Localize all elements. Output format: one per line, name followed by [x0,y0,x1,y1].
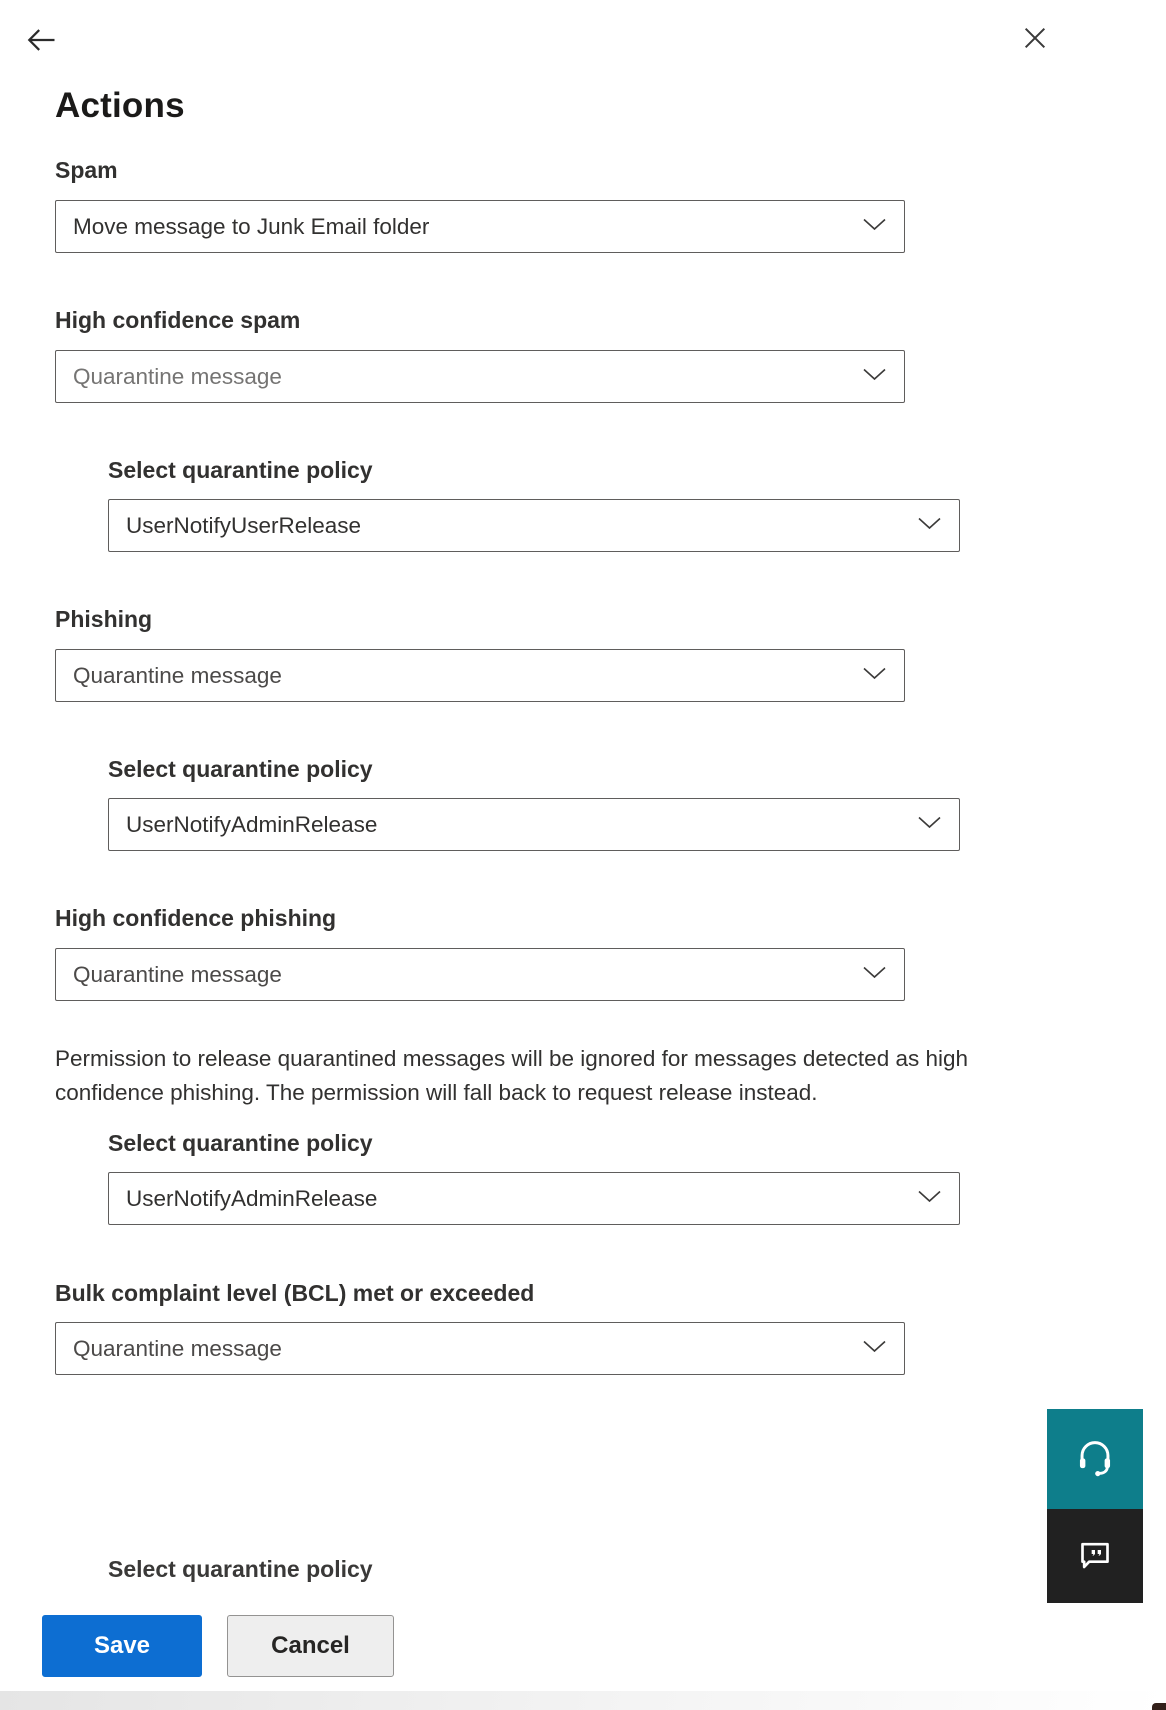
help-support-button[interactable] [1047,1409,1143,1509]
footer-bar [0,1589,1166,1691]
chevron-down-icon [863,1340,886,1358]
save-button[interactable]: Save [42,1615,202,1677]
arrow-left-icon [23,22,59,61]
high-confidence-spam-label: High confidence spam [55,307,301,333]
hcs-quarantine-policy-label: Select quarantine policy [108,457,373,483]
phishing-quarantine-policy-label: Select quarantine policy [108,756,373,782]
bcl-action-dropdown[interactable] [55,1322,905,1375]
spam-label: Spam [55,157,118,183]
chevron-down-icon [863,966,886,984]
high-confidence-phishing-value: Quarantine message [73,961,282,987]
bcl-label: Bulk complaint level (BCL) met or exceeded [55,1280,535,1306]
feedback-button[interactable] [1047,1509,1143,1603]
chevron-down-icon [918,1190,941,1208]
close-button[interactable] [1014,18,1056,60]
hcp-quarantine-policy-label: Select quarantine policy [108,1130,373,1156]
hcp-quarantine-policy-value: UserNotifyAdminRelease [126,1185,378,1211]
page-title: Actions [55,86,185,125]
high-confidence-spam-value: Quarantine message [73,363,282,389]
chevron-down-icon [918,816,941,834]
cancel-button[interactable]: Cancel [227,1615,394,1677]
bcl-action-value: Quarantine message [73,1335,282,1361]
hcp-quarantine-policy-dropdown[interactable] [108,1172,960,1225]
corner-artifact [1152,1703,1166,1710]
spam-action-dropdown[interactable] [55,200,905,253]
high-confidence-phishing-note: Permission to release quarantined messages will be ignored for messages detected as high confidence phishing. The permission will fall back to request release instead. [55,1046,969,1105]
chevron-down-icon [863,667,886,685]
phishing-action-value: Quarantine message [73,662,282,688]
phishing-quarantine-policy-value: UserNotifyAdminRelease [126,811,378,837]
phishing-label: Phishing [55,606,153,632]
phishing-action-dropdown[interactable] [55,649,905,702]
back-button[interactable] [20,20,62,62]
chevron-down-icon [863,218,886,236]
high-confidence-phishing-label: High confidence phishing [55,905,337,931]
chevron-down-icon [918,517,941,535]
hcs-quarantine-policy-value: UserNotifyUserRelease [126,512,362,538]
close-icon [1019,22,1051,57]
chat-feedback-icon [1075,1535,1115,1578]
headset-icon [1074,1437,1116,1482]
bcl-quarantine-policy-label-clipped: Select quarantine policy [108,1556,373,1582]
hcs-quarantine-policy-dropdown[interactable] [108,499,960,552]
high-confidence-phishing-dropdown[interactable] [55,948,905,1001]
bottom-page-edge [0,1691,1166,1710]
high-confidence-spam-dropdown[interactable] [55,350,905,403]
phishing-quarantine-policy-dropdown[interactable] [108,798,960,851]
spam-action-value: Move message to Junk Email folder [73,213,430,239]
chevron-down-icon [863,368,886,386]
